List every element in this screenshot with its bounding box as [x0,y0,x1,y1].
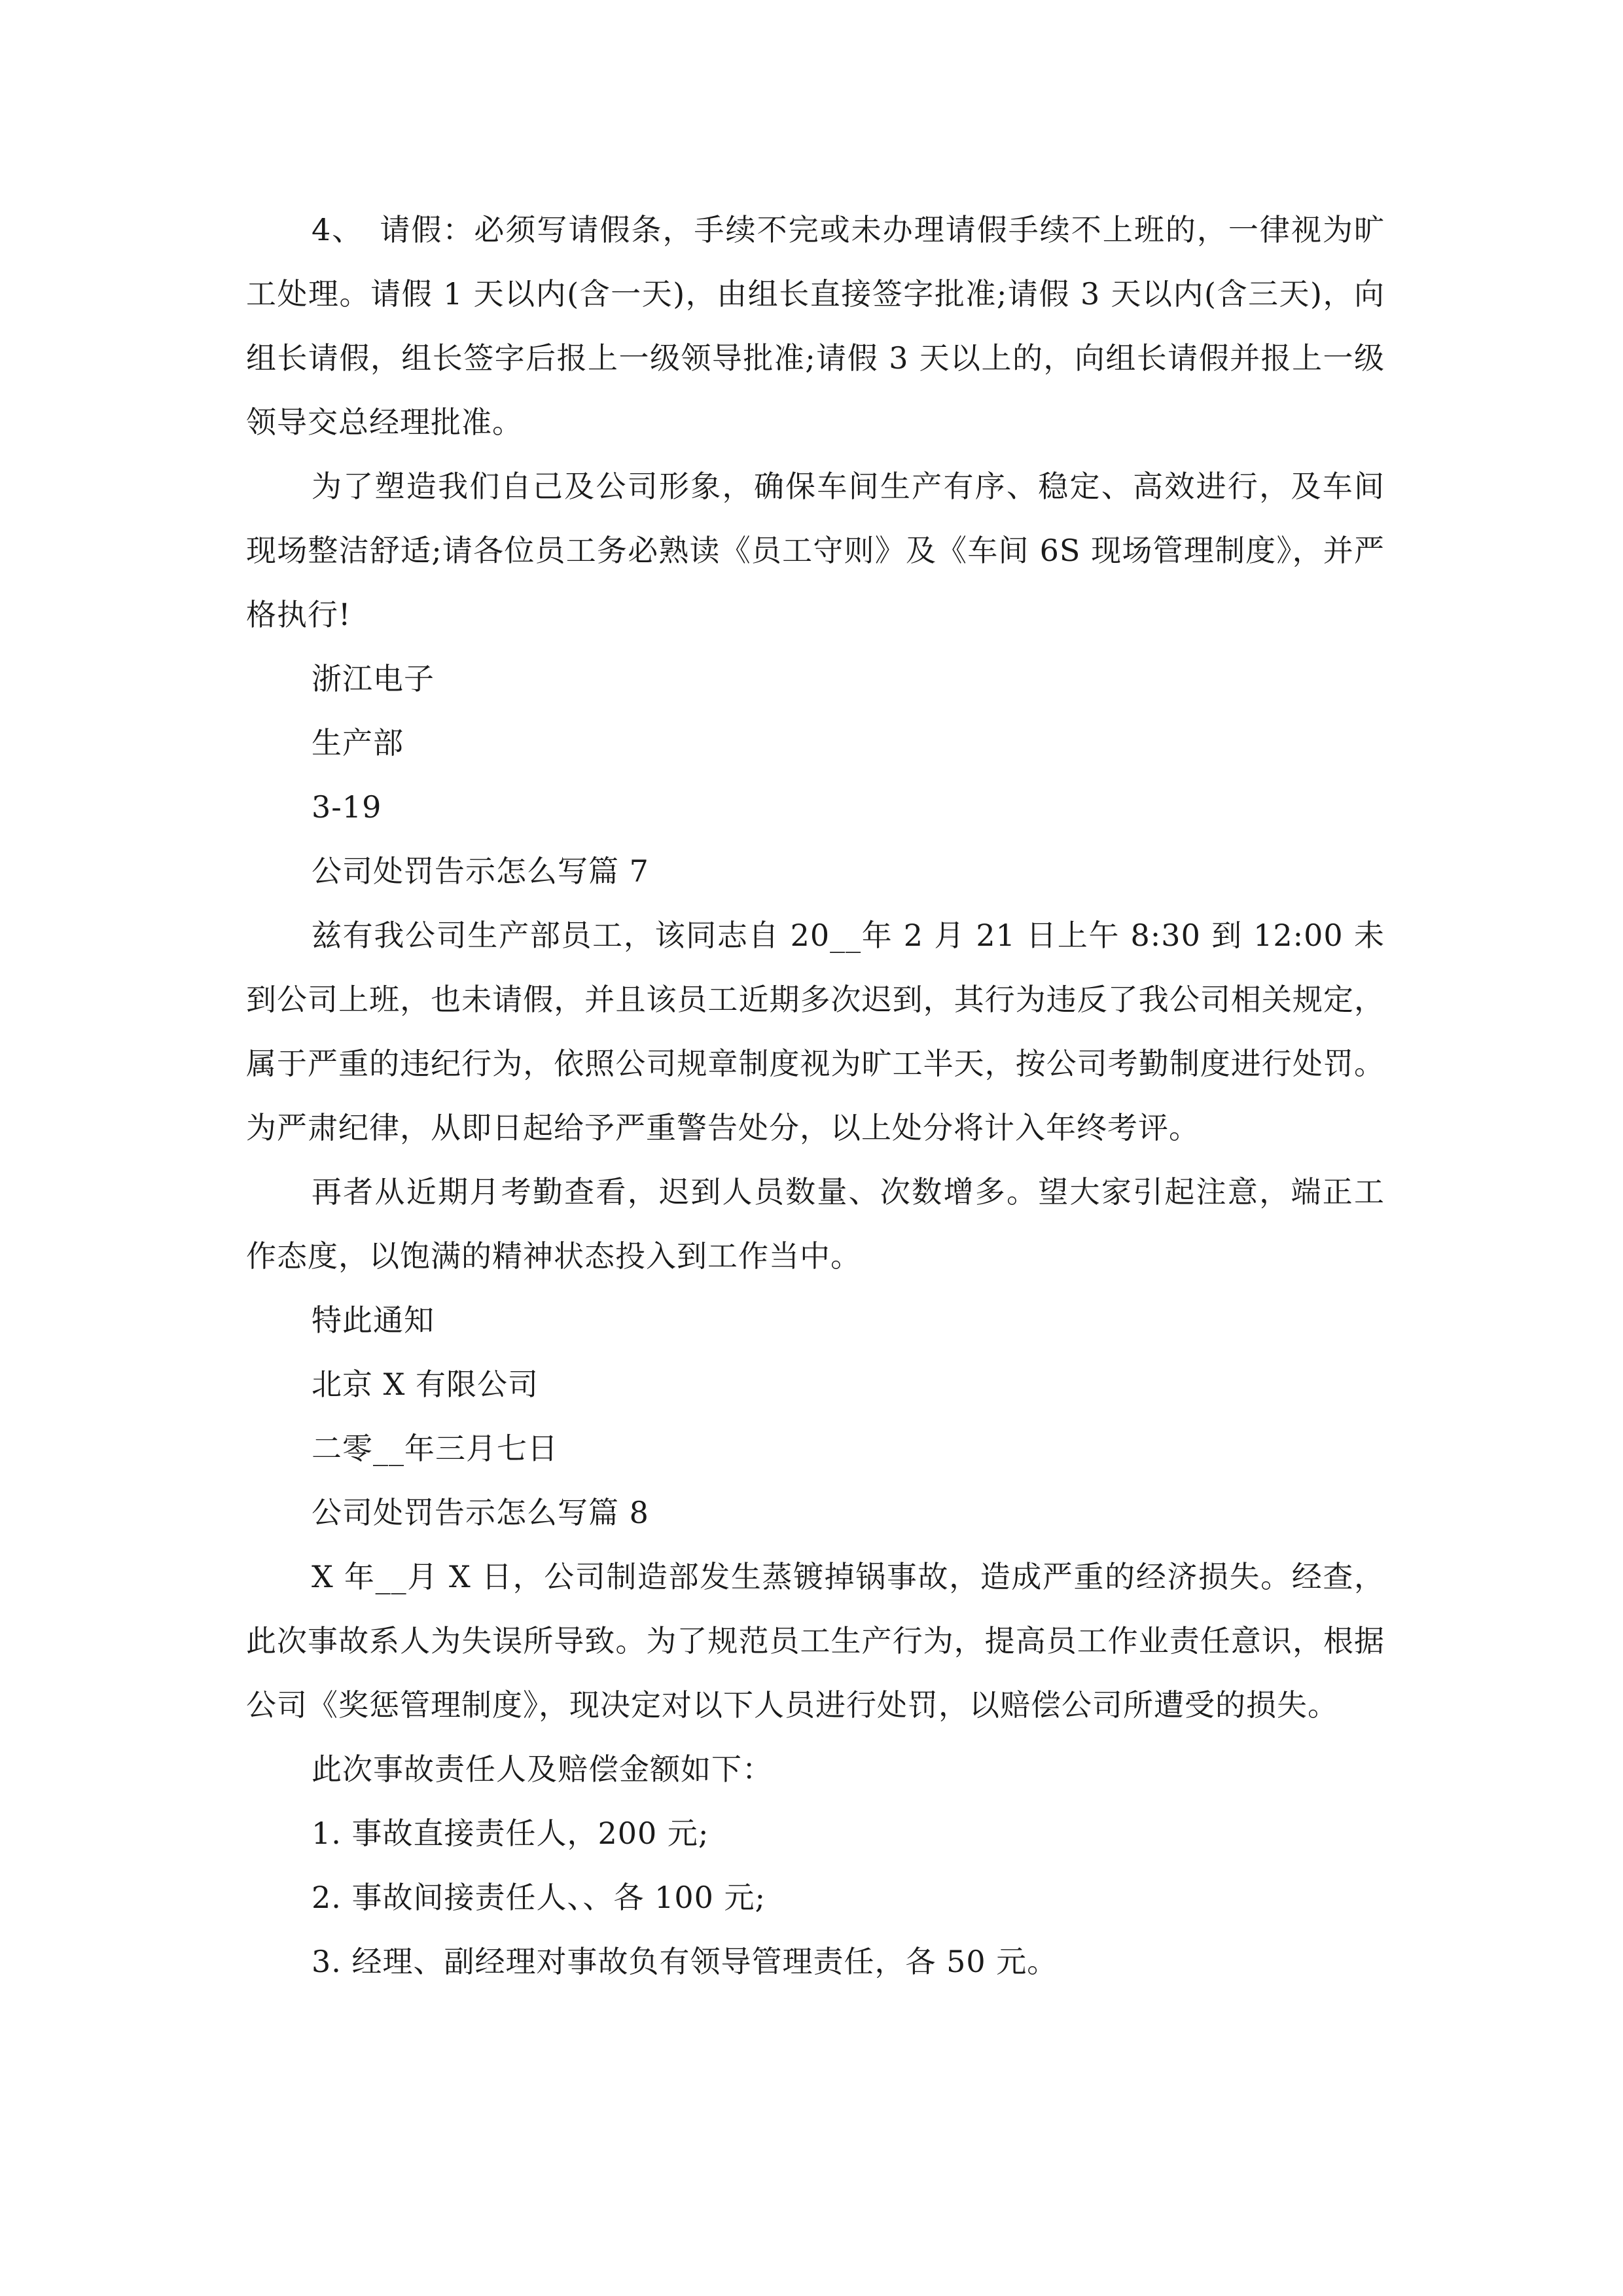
signature-date: 3-19 [312,789,382,825]
paragraph-notice-7-body: 兹有我公司生产部员工，该同志自 20__年 2 月 21 日上午 8:30 到 12:00 未到公司上班，也未请假，并且该员工近期多次迟到，其行为违反了我公司相关规定，属于严重的违纪行为，依照公司规章制度视为旷工半天，按公司考勤制度进行处罚。为严肃纪律，从即日起给予严重警告处分，以上处分将计入年终考评。 [246,918,1385,1145]
paragraph-notice-8-body: X 年__月 X 日，公司制造部发生蒸镀掉锅事故，造成严重的经济损失。经查，此次事故系人为失误所导致。为了规范员工生产行为，提高员工作业责任意识，根据公司《奖惩管理制度》，现决定对以下人员进行处罚，以赔偿公司所遭受的损失。 [246,1559,1385,1723]
section-heading-7: 公司处罚告示怎么写篇 7 [312,853,649,889]
list-item: 3. 经理、副经理对事故负有领导管理责任，各 50 元。 [312,1944,1058,1979]
list-item: 2. 事故间接责任人、、各 100 元; [312,1880,766,1915]
document-body [246,198,1385,1994]
paragraph-leave-rule: 4、 请假：必须写请假条，手续不完或未办理请假手续不上班的，一律视为旷工处理。请假 1 天以内(含一天)，由组长直接签字批准;请假 3 天以内(含三天)，向组长请假，组长签字后报上一级领导批准;请假 3 天以上的，向组长请假并报上一级领导交总经理批准。 [246,212,1385,440]
signature-company: 浙江电子 [312,661,435,696]
paragraph-notice-7-remark: 再者从近期月考勤查看，迟到人员数量、次数增多。望大家引起注意，端正工作态度，以饱满的精神状态投入到工作当中。 [246,1174,1385,1274]
signature-department: 生产部 [312,725,404,761]
paragraph-list-intro: 此次事故责任人及赔偿金额如下： [312,1751,773,1787]
section-heading-8: 公司处罚告示怎么写篇 8 [312,1495,649,1530]
paragraph-closing-request: 为了塑造我们自己及公司形象，确保车间生产有序、稳定、高效进行，及车间现场整洁舒适;请各位员工务必熟读《员工守则》及《车间 6S 现场管理制度》，并严格执行! [246,469,1385,632]
signature-company: 北京 X 有限公司 [312,1367,539,1402]
signature-date: 二零__年三月七日 [312,1431,558,1466]
notice-closing: 特此通知 [312,1302,435,1338]
list-item: 1. 事故直接责任人，200 元; [312,1816,709,1851]
